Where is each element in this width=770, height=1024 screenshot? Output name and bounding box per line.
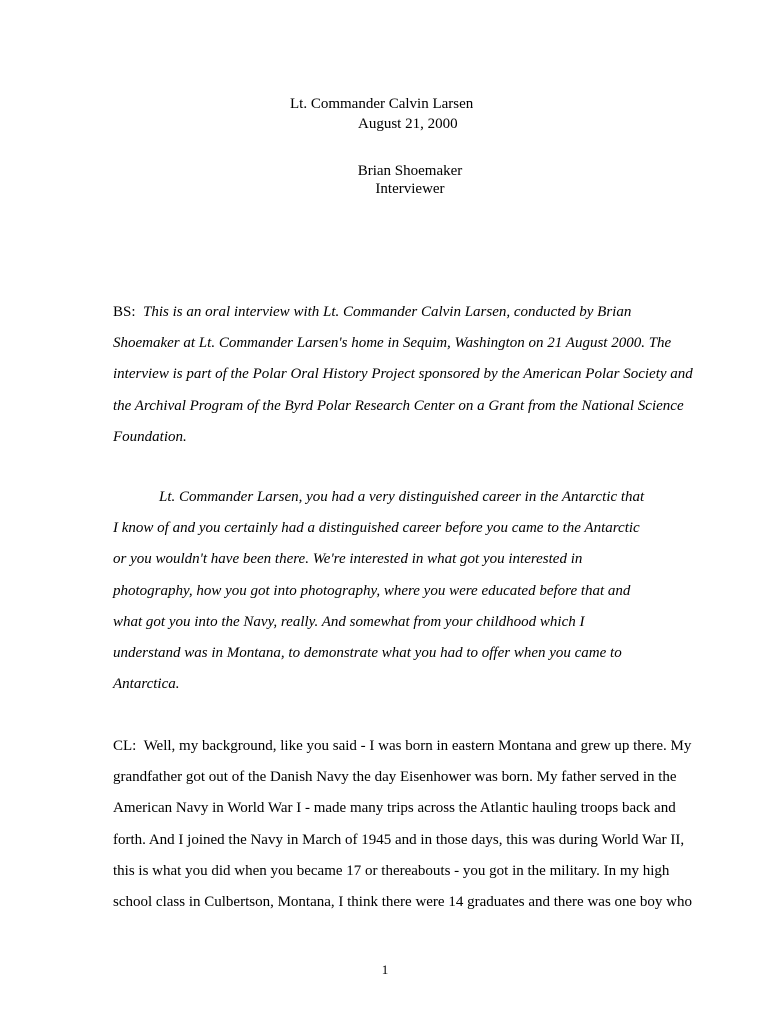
speaker-label: BS: [113,304,136,320]
paragraph-line: forth. And I joined the Navy in March of 1945 and in those days, this was during World War II, [113,831,685,848]
paragraph-line: interview is part of the Polar Oral History Project sponsored by the American Polar Society and [113,366,693,383]
paragraph-line: school class in Culbertson, Montana, I think there were 14 graduates and there was one boy who [113,894,693,911]
paragraph-line: what got you into the Navy, really. And somewhat from your childhood which I [113,613,585,630]
interviewee-name: Lt. Commander Calvin Larsen [290,96,474,112]
paragraph-line: Antarctica. [113,676,180,693]
paragraph-line: or you wouldn't have been there. We're interested in what got you interested in [113,551,583,568]
paragraph-line: understand was in Montana, to demonstrate what you had to offer when you came to [113,645,622,662]
line-text: Well, my background, like you said - I was born in eastern Montana and grew up there. My [143,738,692,754]
interviewer-name: Brian Shoemaker [357,163,463,179]
paragraph-line: the Archival Program of the Byrd Polar Research Center on a Grant from the National Science [113,397,684,414]
paragraph-question [113,482,713,700]
paragraph-line: American Navy in World War I - made many trips across the Atlantic hauling troops back and [113,800,676,817]
interviewer-block [300,162,520,198]
interviewer-role: Interviewer [375,181,445,197]
paragraph-line: grandfather got out of the Danish Navy the day Eisenhower was born. My father served in the [113,769,677,786]
paragraph-line: Foundation. [113,428,187,445]
paragraph-cl-answer [113,731,713,918]
paragraph-line [113,731,713,762]
paragraph-line: Lt. Commander Larsen, you had a very distinguished career in the Antarctic that [159,489,645,505]
paragraph-bs-intro [113,297,713,453]
interview-date: August 21, 2000 [358,116,458,132]
line-text: This is an oral interview with Lt. Commander Calvin Larsen, conducted by Brian [143,304,632,320]
title-block [290,94,550,134]
paragraph-line: I know of and you certainly had a distinguished career before you came to the Antarctic [113,520,640,537]
paragraph-line: Shoemaker at Lt. Commander Larsen's home in Sequim, Washington on 21 August 2000. The [113,335,672,352]
speaker-label: CL: [113,738,137,754]
paragraph-line: this is what you did when you became 17 or thereabouts - you got in the military. In my high [113,862,670,879]
paragraph-line: photography, how you got into photography, where you were educated before that and [113,582,631,599]
paragraph-line [113,297,713,328]
page-number: 1 [381,962,389,977]
